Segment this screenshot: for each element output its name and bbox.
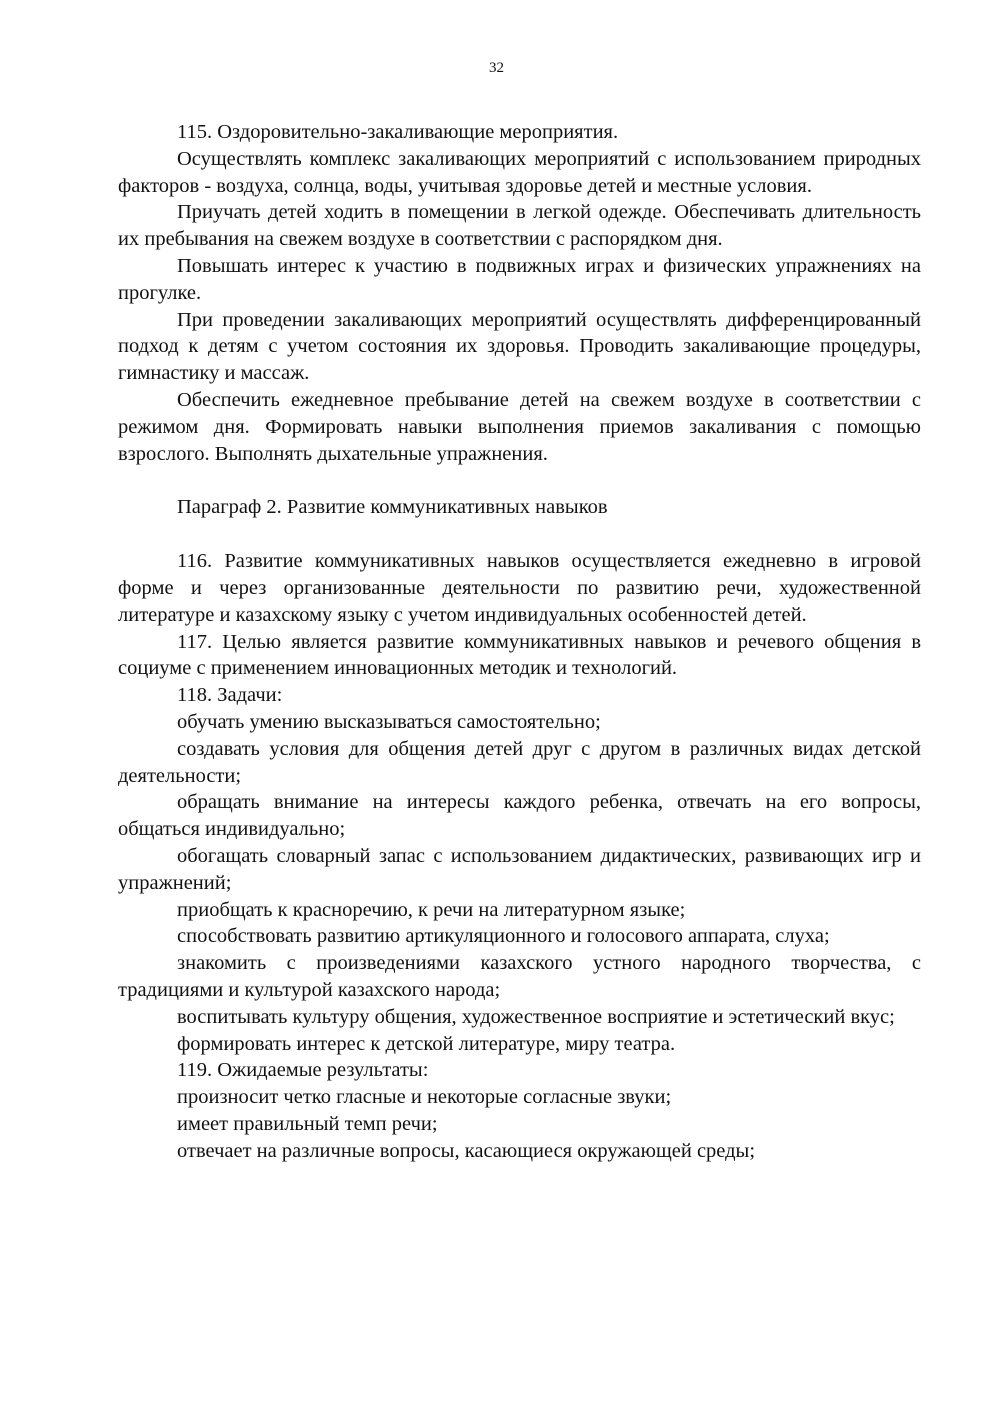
- section-heading: Параграф 2. Развитие коммуникативных навыков: [177, 496, 608, 519]
- item-118-title: 118. Задачи:: [177, 684, 283, 707]
- task-list-item: воспитывать культуру общения, художественное восприятие и эстетический вкус;: [177, 1005, 895, 1028]
- task-list-item: обращать внимание на интересы каждого ребенка, отвечать на его вопросы, общаться индивидуально;: [118, 791, 921, 841]
- result-list-item: имеет правильный темп речи;: [177, 1112, 438, 1135]
- task-list-item: знакомить с произведениями казахского устного народного творчества, с традициями и культурой казахского народа;: [118, 952, 921, 1001]
- task-list-item: способствовать развитию артикуляционного и голосового аппарата, слуха;: [177, 925, 830, 948]
- paragraph: Приучать детей ходить в помещении в легкой одежде. Обеспечивать длительность их пребывания на свежем воздухе в соответствии с распорядком дня.: [118, 201, 921, 251]
- page-number: 32: [489, 60, 504, 76]
- document-body: [118, 119, 921, 1164]
- paragraph: При проведении закаливающих мероприятий осуществлять дифференцированный подход к детям с учетом состояния их здоровья. Проводить закаливающие процедуры, гимнастику и массаж.: [118, 308, 921, 385]
- task-list-item: формировать интерес к детской литературе, миру театра.: [177, 1032, 676, 1055]
- item-119-title: 119. Ожидаемые результаты:: [177, 1059, 429, 1082]
- item-115-title: 115. Оздоровительно-закаливающие мероприятия.: [177, 121, 619, 143]
- result-list-item: произносит четко гласные и некоторые согласные звуки;: [177, 1086, 672, 1109]
- task-list-item: создавать условия для общения детей друг с другом в различных видах детской деятельности;: [118, 737, 921, 787]
- result-list-item: отвечает на различные вопросы, касающиеся окружающей среды;: [177, 1139, 756, 1162]
- paragraph: Обеспечить ежедневное пребывание детей на свежем воздухе в соответствии с режимом дня. Формировать навыки выполнения приемов закаливания с помощью взрослого. Выполнять дыхательные упражнения.: [118, 388, 921, 465]
- item-116: 116. Развитие коммуникативных навыков осуществляется ежедневно в игровой форме и через организованные деятельности по развитию речи, художественной литературе и казахскому языку с учетом индивидуальных особенностей детей.: [118, 550, 921, 626]
- item-117: 117. Целью является развитие коммуникативных навыков и речевого общения в социуме с применением инновационных методик и технологий.: [118, 630, 921, 680]
- paragraph: Осуществлять комплекс закаливающих мероприятий с использованием природных факторов - воздуха, солнца, воды, учитывая здоровье детей и местные условия.: [118, 147, 921, 197]
- task-list-item: обогащать словарный запас с использованием дидактических, развивающих игр и упражнений;: [118, 844, 921, 894]
- task-list-item: приобщать к красноречию, к речи на литературном языке;: [177, 898, 686, 921]
- task-list-item: обучать умению высказываться самостоятельно;: [177, 710, 601, 733]
- paragraph: Повышать интерес к участию в подвижных играх и физических упражнениях на прогулке.: [118, 254, 921, 304]
